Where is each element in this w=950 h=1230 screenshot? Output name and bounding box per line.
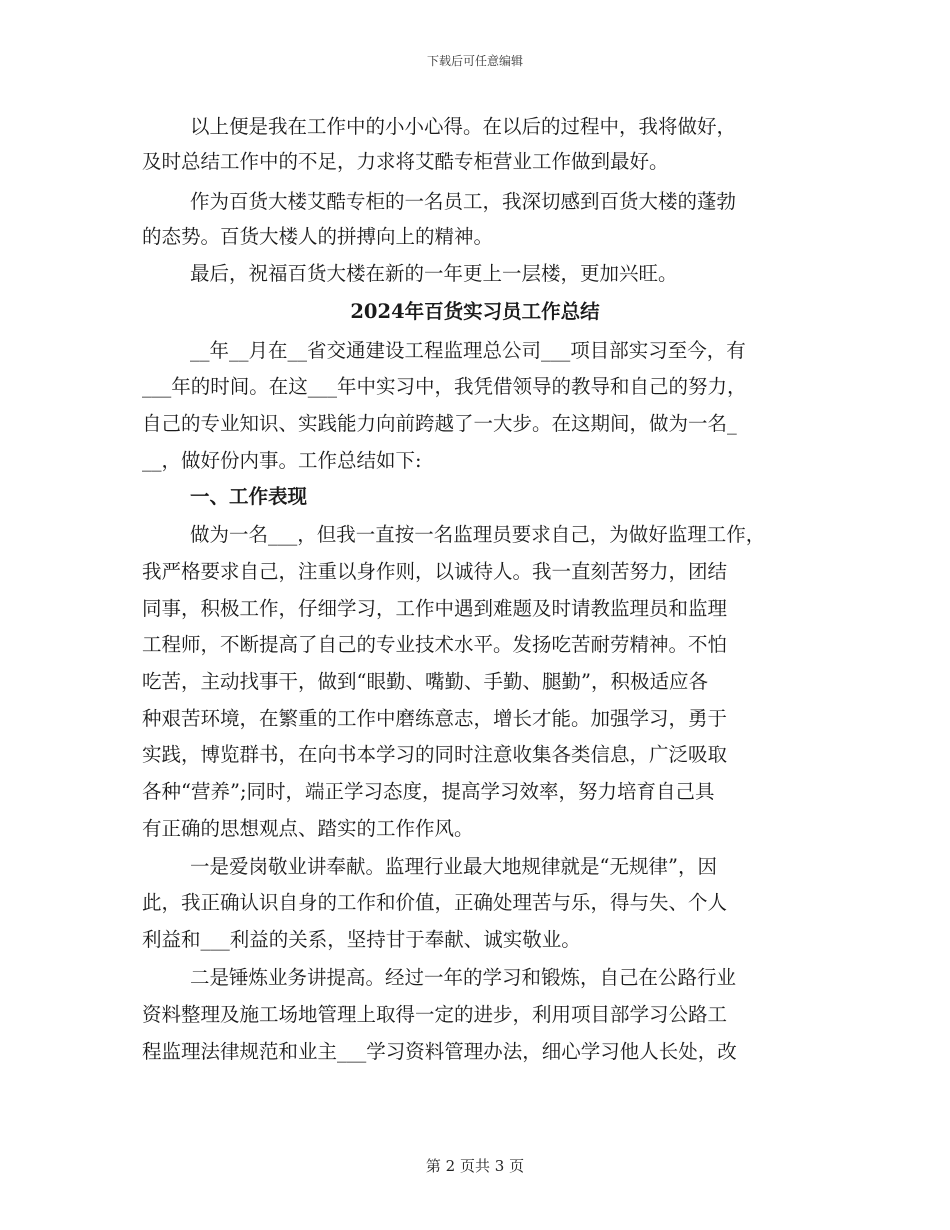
paragraph-line: 有正确的思想观点、踏实的工作作风。 xyxy=(142,817,474,840)
page-footer: 第 2 页共 3 页 xyxy=(425,1157,525,1175)
paragraph-line: 自己的专业知识、实践能力向前跨越了一大步。在这期间，做为一名_ xyxy=(142,412,737,435)
section-heading: 一、工作表现 xyxy=(190,485,308,508)
document-title: 2024年百货实习员工作总结 xyxy=(350,300,600,323)
paragraph-line: 实践，博览群书，在向书本学习的同时注意收集各类信息，广泛吸取 xyxy=(142,743,728,766)
paragraph-line: __，做好份内事。工作总结如下: xyxy=(142,449,422,472)
paragraph-line: __年__月在__省交通建设工程监理总公司___项目部实习至今，有 xyxy=(190,339,746,362)
paragraph-line: 工程师，不断提高了自己的专业技术水平。发扬吃苦耐劳精神。不怕 xyxy=(142,633,728,656)
paragraph-line: 做为一名___，但我一直按一名监理员要求自己，为做好监理工作， xyxy=(190,523,766,546)
paragraph-line: 同事，积极工作，仔细学习，工作中遇到难题及时请教监理员和监理 xyxy=(142,597,728,620)
paragraph-line: 程监理法律规范和业主___学习资料管理办法，细心学习他人长处，改 xyxy=(142,1040,737,1063)
paragraph-line: 作为百货大楼艾酷专柜的一名员工，我深切感到百货大楼的蓬勃 xyxy=(190,190,737,213)
paragraph-line: 各种“营养”;同时，端正学习态度，提高学习效率，努力培育自己具 xyxy=(142,780,715,803)
paragraph-line: 及时总结工作中的不足，力求将艾酷专柜营业工作做到最好。 xyxy=(142,150,669,173)
paragraph-line: 吃苦，主动找事干，做到“眼勤、嘴勤、手勤、腿勤”，积极适应各 xyxy=(142,670,708,693)
paragraph-line: 此，我正确认识自身的工作和价值，正确处理苦与乐，得与失、个人 xyxy=(142,891,728,914)
paragraph-line: 一是爱岗敬业讲奉献。监理行业最大地规律就是“无规律”，因 xyxy=(190,855,717,878)
paragraph-line: 种艰苦环境，在繁重的工作中磨练意志，增长才能。加强学习，勇于 xyxy=(142,707,728,730)
paragraph-line: 资料整理及施工场地管理上取得一定的进步，利用项目部学习公路工 xyxy=(142,1003,728,1026)
paragraph-line: 最后，祝福百货大楼在新的一年更上一层楼，更加兴旺。 xyxy=(190,262,678,285)
page-header: 下载后可任意编辑 xyxy=(426,54,523,68)
paragraph-line: 二是锤炼业务讲提高。经过一年的学习和锻炼，自己在公路行业 xyxy=(190,966,737,989)
paragraph-line: ___年的时间。在这___年中实习中，我凭借领导的教导和自己的努力， xyxy=(142,375,747,398)
paragraph-line: 的态势。百货大楼人的拼搏向上的精神。 xyxy=(142,225,494,248)
paragraph-line: 利益和___利益的关系，坚持甘于奉献、诚实敬业。 xyxy=(142,928,581,951)
paragraph-line: 我严格要求自己，注重以身作则，以诚待人。我一直刻苦努力，团结 xyxy=(142,560,728,583)
paragraph-line: 以上便是我在工作中的小小心得。在以后的过程中，我将做好， xyxy=(190,115,737,138)
